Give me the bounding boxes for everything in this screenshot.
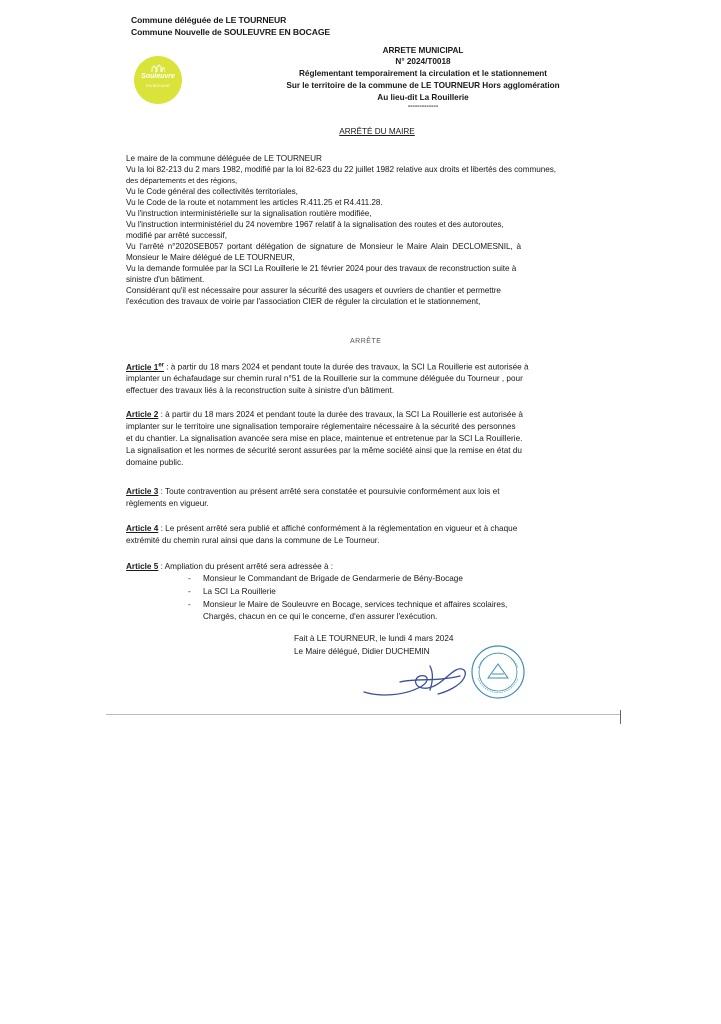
preamble-line: Vu la loi 82-213 du 2 mars 1982, modifié par la loi 82-623 du 22 juillet 1982 relative aux droits et libertés des communes,: [126, 165, 557, 174]
article-4-line: [126, 524, 517, 533]
doc-title-1: ARRETE MUNICIPAL: [382, 46, 464, 55]
houses-icon: [151, 64, 165, 72]
article-1-line: effectuer des travaux liés à la reconstruction suite à sinistre d'un bâtiment.: [126, 386, 395, 395]
article-3-title: Article 3: [126, 487, 159, 496]
distribution-item: - Monsieur le Maire de Souleuvre en Bocage, services technique et affaires scolaires,: [188, 600, 508, 609]
preamble-line: Considérant qu'il est nécessaire pour assurer la sécurité des usagers et ouvriers de chantier et permettre: [126, 286, 501, 295]
preamble-line: des départements et des régions,: [126, 176, 238, 185]
signer-name: Le Maire délégué, Didier DUCHEMIN: [294, 647, 430, 656]
preamble-line: l'exécution des travaux de voirie par l'association CIER de réguler la circulation et le stationnement,: [126, 297, 481, 306]
article-5-text: : Ampliation du présent arrêté sera adressée à :: [158, 562, 334, 571]
preamble-line: sinistre d'un bâtiment.: [126, 275, 205, 284]
article-2-line: implanter sur le territoire une signalisation temporaire réglementaire nécessaire à la sécurité des personnes: [126, 422, 516, 431]
distribution-item: - Monsieur le Commandant de Brigade de Gendarmerie de Bény-Bocage: [188, 574, 463, 583]
article-2-title: Article 2: [126, 410, 159, 419]
article-1-title: Article 1er: [126, 362, 164, 372]
preamble-line: modifié par arrêté successif,: [126, 231, 227, 240]
preamble-line: Vu l'instruction interministérielle sur la signalisation routière modifiée,: [126, 209, 372, 218]
commune-header-2: Commune Nouvelle de SOULEUVRE EN BOCAGE: [131, 27, 331, 37]
preamble-line: Vu le Code général des collectivités territoriales,: [126, 187, 298, 196]
article-2-line: La signalisation et les normes de sécurité seront assurées par la même société ainsi que la remise en état du: [126, 446, 522, 455]
doc-title-5: Au lieu-dit La Rouillerie: [377, 93, 469, 102]
article-2-text: : à partir du 18 mars 2024 et pendant toute la durée des travaux, la SCI La Rouillerie est autorisée à: [158, 410, 523, 419]
article-3-line: règlements en vigueur.: [126, 499, 209, 508]
official-stamp: [470, 644, 526, 700]
article-5-line: [126, 562, 333, 571]
frame-line: [106, 714, 620, 715]
place-date: Fait à LE TOURNEUR, le lundi 4 mars 2024: [294, 634, 454, 643]
article-4-line: extrémité du chemin rural ainsi que dans la commune de Le Tourneur.: [126, 536, 380, 545]
title-separator: -------------: [407, 103, 439, 110]
article-5-title: Article 5: [126, 562, 159, 571]
souleuvre-logo: [134, 56, 182, 104]
preamble-line: Vu l'arrêté n°2020SEB057 portant délégation de signature de Monsieur le Maire Alain DECLOMESNIL, à: [126, 242, 522, 251]
preamble-line: Vu la demande formulée par la SCI La Rouillerie le 21 février 2024 pour des travaux de reconstruction suite à: [126, 264, 517, 273]
article-2-line: [126, 410, 523, 419]
preamble-line: Le maire de la commune déléguée de LE TOURNEUR: [126, 154, 322, 163]
logo-name: Souleuvre: [141, 73, 175, 80]
article-1-text: : à partir du 18 mars 2024 et pendant toute la durée des travaux, la SCI La Rouillerie est autorisée à: [163, 362, 529, 372]
article-3-text: : Toute contravention au présent arrêté sera constatée et poursuivie conformément aux lois et: [158, 487, 500, 496]
article-2-line: et du chantier. La signalisation avancée sera mise en place, maintenue et entretenue par la SCI La Rouillerie.: [126, 434, 523, 443]
handwritten-signature: [360, 652, 480, 702]
doc-title-3: Réglementant temporairement la circulation et le stationnement: [299, 69, 547, 78]
doc-title-2: N° 2024/T0018: [395, 57, 451, 66]
article-1-line: implanter un échafaudage sur chemin rural n°51 de la Rouillerie sur la commune déléguée du Tourneur , pour: [126, 374, 523, 383]
article-3-line: [126, 487, 500, 496]
doc-title-4: Sur le territoire de la commune de LE TOURNEUR Hors agglomération: [286, 81, 560, 90]
section-title: ARRÊTÉ DU MAIRE: [339, 127, 415, 136]
article-1-line: [126, 362, 529, 372]
preamble-line: Vu l'instruction interministériel du 24 novembre 1967 relatif à la signalisation des routes et des autoroutes,: [126, 220, 504, 229]
article-4-title: Article 4: [126, 524, 159, 533]
frame-mark: [620, 710, 621, 724]
distribution-item: Chargés, chacun en ce qui le concerne, d'en assurer l'exécution.: [203, 612, 438, 621]
article-4-text: : Le présent arrêté sera publié et affiché conformément à la réglementation en vigueur et à chaque: [158, 524, 518, 533]
arrete-label: ARRÊTE: [350, 338, 382, 345]
commune-header-1: Commune déléguée de LE TOURNEUR: [131, 15, 287, 25]
article-2-line: domaine public.: [126, 458, 184, 467]
preamble-line: Monsieur le Maire délégué de LE TOURNEUR,: [126, 253, 295, 262]
logo-sub: EN BOCAGE: [146, 83, 170, 88]
preamble-line: Vu le Code de la route et notamment les articles R.411.25 et R4.411.28.: [126, 198, 383, 207]
distribution-item: - La SCI La Rouillerie: [188, 587, 276, 596]
